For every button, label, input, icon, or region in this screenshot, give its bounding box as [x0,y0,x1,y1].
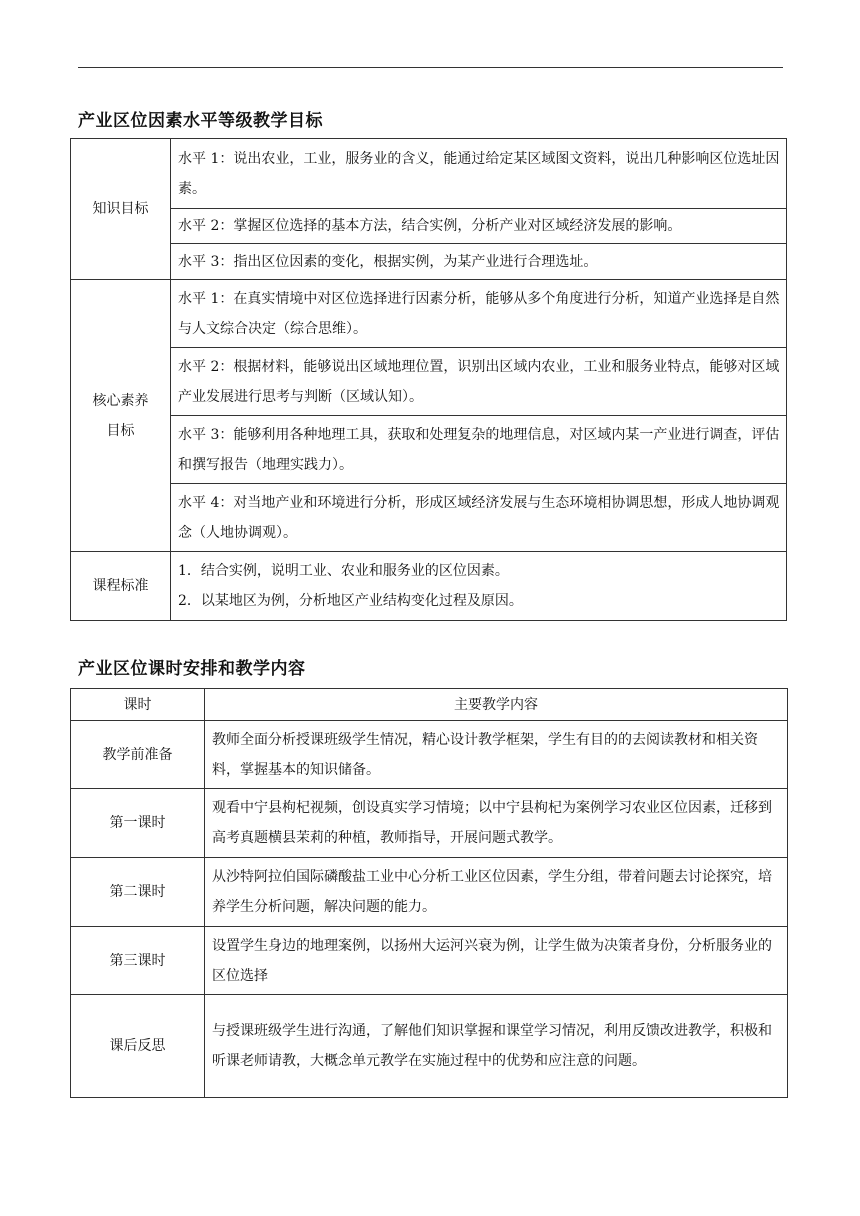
core-level-2: 水平 2：根据材料，能够说出区域地理位置，识别出区域内农业，工业和服务业特点，能够对区域产业发展进行思考与判断（区域认知）。 [171,348,787,416]
core-level-1: 水平 1：在真实情境中对区位选择进行因素分析，能够从多个角度进行分析，知道产业选择是自然与人文综合决定（综合思维）。 [171,280,787,348]
core-level-4: 水平 4：对当地产业和环境进行分析，形成区域经济发展与生态环境相协调思想，形成人地协调观念（人地协调观）。 [171,484,787,552]
row-period: 课后反思 [71,995,205,1098]
row-content: 设置学生身边的地理案例，以扬州大运河兴衰为例，让学生做为决策者身份，分析服务业的区位选择 [205,927,788,995]
standard-item-1: 1．结合实例，说明工业、农业和服务业的区位因素。 [178,563,509,579]
objectives-table [70,138,787,621]
row-content: 教师全面分析授课班级学生情况，精心设计教学框架，学生有目的的去阅读教材和相关资料，掌握基本的知识储备。 [205,721,788,789]
core-literacy-label-line2: 目标 [106,422,135,439]
header-period: 课时 [71,689,205,721]
schedule-table [70,688,788,1098]
knowledge-level-2: 水平 2：掌握区位选择的基本方法，结合实例，分析产业对区域经济发展的影响。 [171,209,787,244]
header-rule [78,67,783,68]
row-content: 与授课班级学生进行沟通，了解他们知识掌握和课堂学习情况，利用反馈改进教学，积极和听课老师请教，大概念单元教学在实施过程中的优势和应注意的问题。 [205,995,788,1098]
knowledge-level-1: 水平 1：说出农业，工业，服务业的含义，能通过给定某区域图文资料，说出几种影响区位选址因素。 [171,139,787,209]
core-literacy-label [71,280,171,552]
header-content: 主要教学内容 [205,689,788,721]
row-period: 第三课时 [71,927,205,995]
row-period: 第二课时 [71,858,205,927]
knowledge-level-3: 水平 3：指出区位因素的变化，根据实例，为某产业进行合理选址。 [171,244,787,280]
row-period: 教学前准备 [71,721,205,789]
knowledge-goal-label: 知识目标 [71,139,171,280]
row-content: 从沙特阿拉伯国际磷酸盐工业中心分析工业区位因素，学生分组，带着问题去讨论探究，培养学生分析问题，解决问题的能力。 [205,858,788,927]
curriculum-standard-items [171,552,787,621]
section-title-objectives: 产业区位因素水平等级教学目标 [78,111,323,131]
core-literacy-label-line1: 核心素养 [92,392,149,409]
row-period: 第一课时 [71,789,205,858]
curriculum-standard-label: 课程标准 [71,552,171,621]
core-level-3: 水平 3：能够利用各种地理工具，获取和处理复杂的地理信息，对区域内某一产业进行调查，评估和撰写报告（地理实践力）。 [171,416,787,484]
row-content: 观看中宁县枸杞视频，创设真实学习情境；以中宁县枸杞为案例学习农业区位因素，迁移到高考真题横县茉莉的种植，教师指导，开展问题式教学。 [205,789,788,858]
standard-item-2: 2．以某地区为例，分析地区产业结构变化过程及原因。 [178,593,523,609]
section-title-schedule: 产业区位课时安排和教学内容 [78,659,306,679]
